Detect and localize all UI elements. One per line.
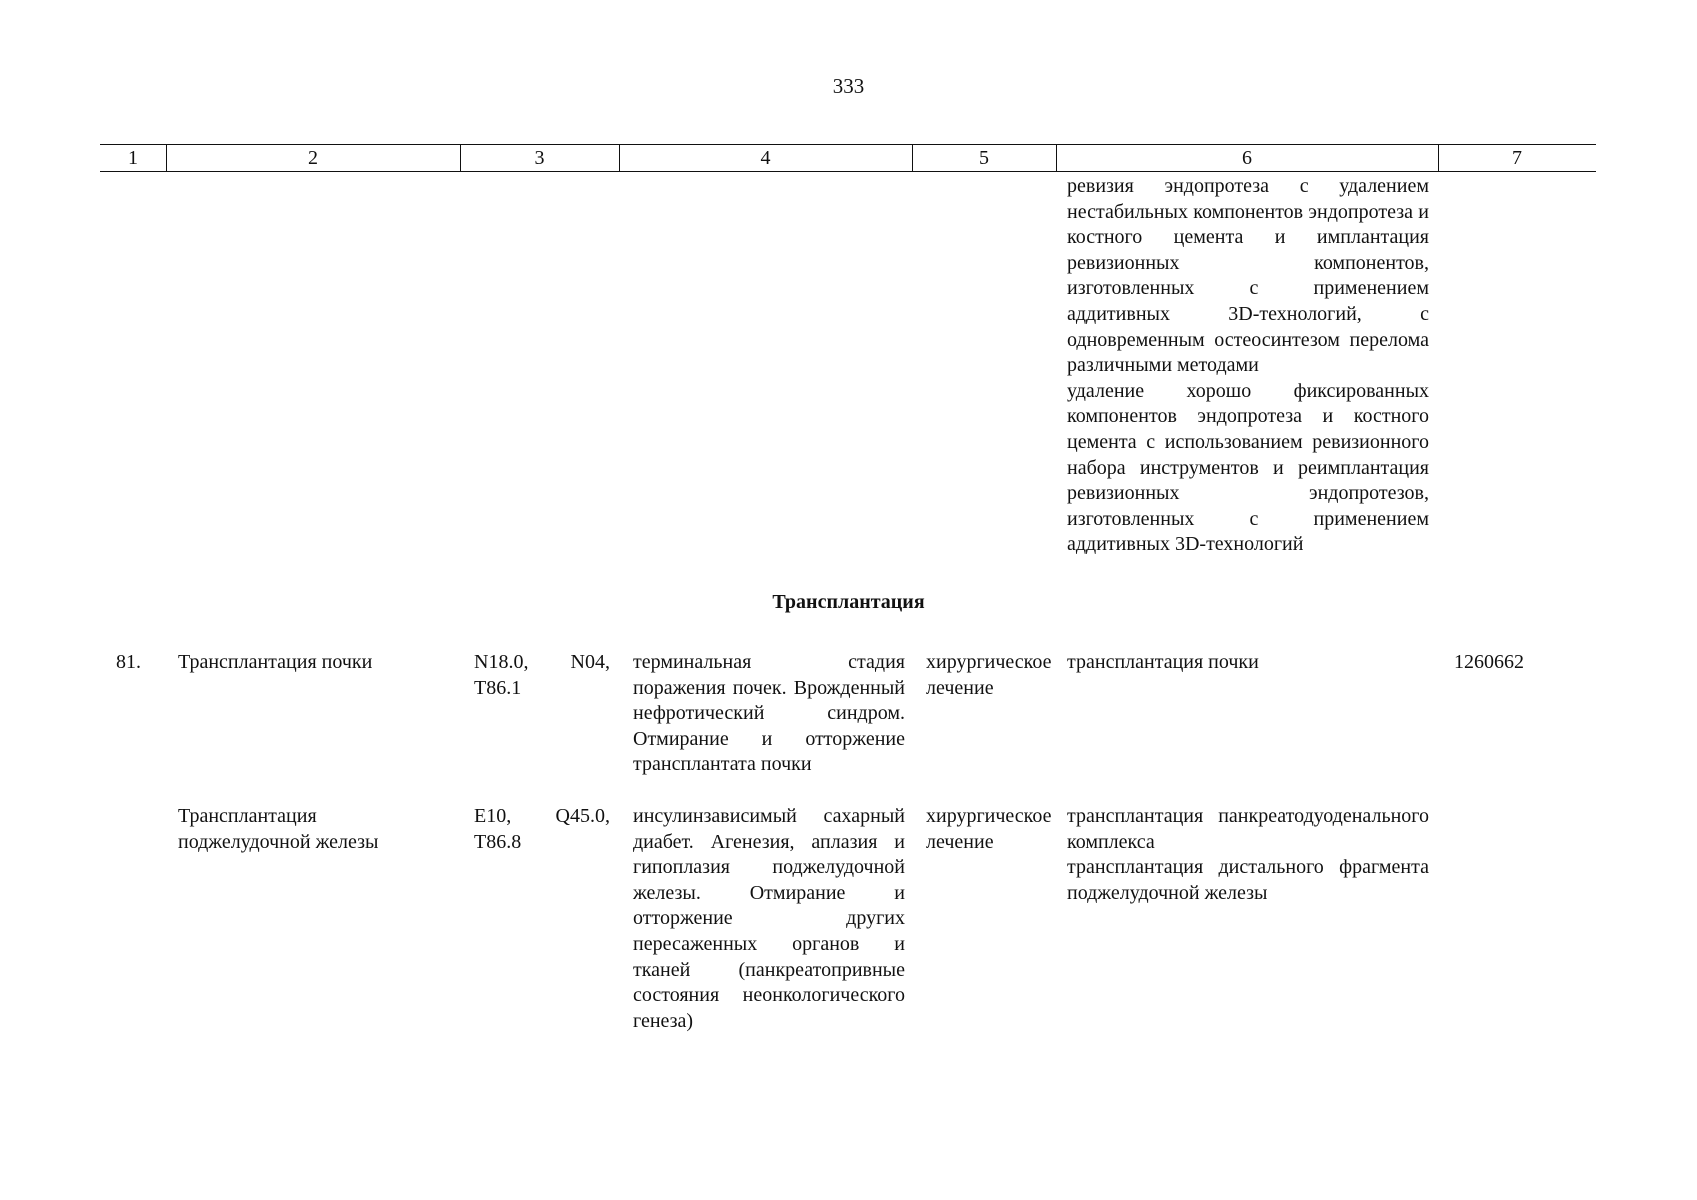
code-c: T86.8 (474, 830, 522, 853)
row-name: Трансплантация поджелудочной железы (178, 805, 379, 853)
row-treatment: хирургическое лечение (926, 805, 1052, 853)
table-header (100, 144, 1596, 172)
method-text: удаление хорошо фиксированных компонентов эндопротеза и костного цемента с использованием ревизионного набора инструментов и реимплантация ревизионных эндопротезов, изготовленных с применением аддитивных 3D-технологий (1067, 379, 1429, 556)
header-col-1: 1 (128, 147, 138, 169)
method-text: трансплантация панкреатодуоденального комплекса (1067, 805, 1429, 853)
header-col-7: 7 (1512, 147, 1522, 169)
row-methods (1067, 650, 1429, 676)
section-title: Трансплантация (772, 591, 925, 613)
header-col-2: 2 (308, 147, 318, 169)
row-cost: 1260662 (1454, 651, 1524, 673)
row-number: 81. (116, 651, 141, 673)
row-name: Трансплантация почки (178, 651, 373, 673)
method-text: ревизия эндопротеза с удалением нестабильных компонентов эндопротеза и костного цемента и имплантация ревизионных компонентов, изготовленных с применением аддитивных 3D-технологий, с одновременным остеосинтезом перелома различными методами (1067, 175, 1429, 377)
row-methods (1067, 804, 1429, 906)
code-b: Q45.0, (555, 805, 610, 827)
method-text: трансплантация почки (1067, 651, 1259, 673)
code-a: N18.0, (474, 651, 529, 673)
row-treatment: хирургическое лечение (926, 651, 1052, 699)
header-col-4: 4 (760, 147, 771, 169)
header-col-6: 6 (1242, 147, 1252, 169)
continuation-methods (1067, 174, 1429, 558)
method-text: трансплантация дистального фрагмента поджелудочной железы (1067, 856, 1429, 904)
header-col-3: 3 (534, 147, 545, 169)
code-a: E10, (474, 805, 512, 827)
code-c: T86.1 (474, 676, 522, 699)
row-diagnosis: терминальная стадия поражения почек. Врожденный нефротический синдром. Отмирание и отторжение трансплантата почки (633, 651, 905, 776)
header-col-5: 5 (979, 147, 989, 169)
row-codes (474, 650, 610, 701)
page-number: 333 (832, 74, 865, 98)
code-b: N04, (570, 651, 610, 673)
row-diagnosis: инсулинзависимый сахарный диабет. Агенезия, аплазия и гипоплазия поджелудочной железы. Отмирание и отторжение других пересаженных органов и тканей (панкреатопривные состояния неонкологического генеза) (633, 805, 905, 1032)
row-codes (474, 804, 610, 855)
